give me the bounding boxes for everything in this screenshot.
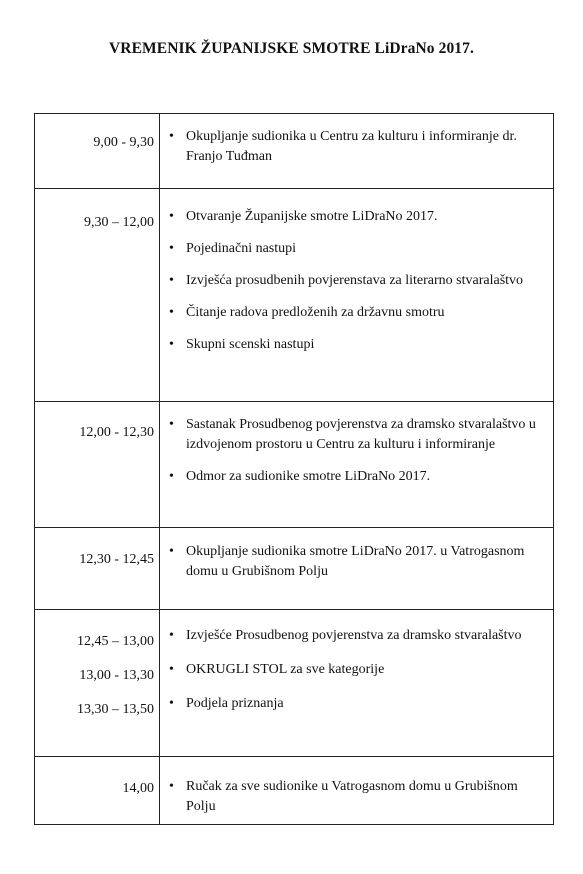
activity-list [160,777,553,817]
activity-cell [160,757,554,825]
time-cell [35,189,160,402]
activity-cell [160,114,554,189]
table-row [35,189,554,402]
table-row [35,757,554,825]
time-cell [35,610,160,757]
activity-item: • Sastanak Prosudbenog povjerenstva za dramsko stvaralaštvo u izdvojenom prostoru u Centru za kulturu i informiranje [186,415,543,455]
activity-list [160,626,553,714]
activity-item: • Otvaranje Županijske smotre LiDraNo 2017. [186,207,543,227]
activity-item: • OKRUGLI STOL za sve kategorije [186,660,543,680]
time-cell [35,757,160,825]
activity-list [160,415,553,487]
activity-item: • Čitanje radova predloženih za državnu smotru [186,303,543,323]
activity-cell [160,528,554,610]
table-row [35,528,554,610]
activity-item: • Podjela priznanja [186,694,543,714]
activity-item: • Ručak za sve sudionike u Vatrogasnom domu u Grubišnom Polju [186,777,543,817]
activity-item: • Izvješća prosudbenih povjerenstava za literarno stvaralaštvo [186,271,543,291]
table-row [35,402,554,528]
time-cell [35,528,160,610]
time-slot: 12,00 - 12,30 [79,425,154,440]
activity-item: • Okupljanje sudionika u Centru za kulturu i informiranje dr. Franjo Tuđman [186,127,543,167]
activity-list [160,127,553,167]
time-slot: 9,00 - 9,30 [93,135,154,150]
activity-item: • Okupljanje sudionika smotre LiDraNo 2017. u Vatrogasnom domu u Grubišnom Polju [186,542,543,582]
time-slot: 9,30 – 12,00 [84,215,154,230]
activity-list [160,207,553,355]
time-slot: 13,30 – 13,50 [77,702,154,717]
activity-item: • Izvješće Prosudbenog povjerenstva za dramsko stvaralaštvo [186,626,543,646]
page-title: VREMENIK ŽUPANIJSKE SMOTRE LiDraNo 2017. [109,40,474,57]
activity-item: • Skupni scenski nastupi [186,335,543,355]
time-slot: 13,00 - 13,30 [79,668,154,683]
activity-item: • Pojedinačni nastupi [186,239,543,259]
time-cell [35,114,160,189]
table-row [35,114,554,189]
activity-list [160,542,553,582]
activity-cell [160,610,554,757]
activity-cell [160,189,554,402]
activity-item: • Odmor za sudionike smotre LiDraNo 2017. [186,467,543,487]
table-row [35,610,554,757]
time-cell [35,402,160,528]
time-slot: 14,00 [122,781,154,796]
time-slot: 12,45 – 13,00 [77,634,154,649]
schedule-table [34,113,554,825]
activity-cell [160,402,554,528]
time-slot: 12,30 - 12,45 [79,552,154,567]
